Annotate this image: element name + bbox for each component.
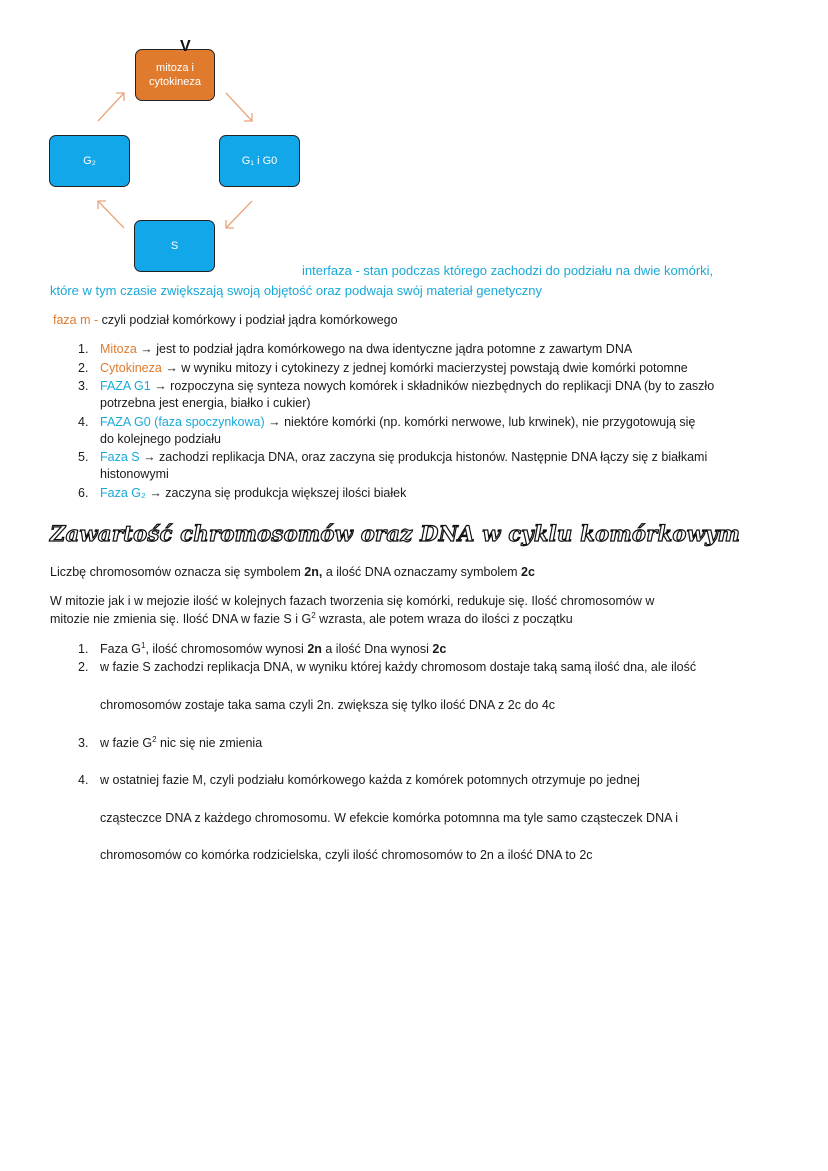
mitosis-paragraph-line1: W mitozie jak i w mejozie ilość w kolejnych fazach tworzenia się komórki, redukuje się. Ilość chromosomów w (50, 594, 655, 608)
list-item (50, 485, 790, 502)
arrow-mitosis-to-g1-icon (226, 93, 252, 121)
symbols-paragraph (50, 564, 535, 581)
phase-text: → jest to podział jądra komórkowego na dwa identyczne jądra potomne z zawartym DNA (136, 342, 633, 356)
phase-text: → zaczyna się produkcja większej ilości białek (145, 485, 407, 500)
mphase-term: faza m - (53, 313, 99, 327)
list-item (50, 341, 790, 358)
list-number: 4. (78, 414, 89, 429)
text: mitozie nie zmienia się. Ilość DNA w fazie S i G (50, 612, 312, 626)
phase-term: Faza G₂ (100, 485, 146, 500)
mphase-line (53, 312, 398, 329)
section-heading: Zawartość chromosomów oraz DNA w cyklu komórkowym (50, 521, 741, 546)
phase-term: FAZA G0 (faza spoczynkowa) (100, 414, 265, 429)
content-item-2-line2: chromosomów zostaje taka sama czyli 2n. zwiększa się tylko ilość DNA z 2c do 4c (100, 698, 556, 712)
mphase-text: czyli podział komórkowy i podział jądra komórkowego (98, 313, 398, 327)
text: Liczbę chromosomów oznacza się symbolem (50, 565, 305, 579)
mitosis-paragraph-line2 (50, 611, 573, 628)
list-number: 3. (78, 379, 89, 393)
text: Faza G (100, 642, 141, 656)
list-number: 1. (78, 642, 89, 656)
phase-text-continued: potrzebna jest energia, białko i cukier) (100, 396, 311, 410)
content-item-1-text (100, 641, 446, 658)
text: wzrasta, ale potem wraza do ilości z początku (315, 612, 573, 626)
arrow-g1-to-s-icon (226, 201, 252, 228)
text: w fazie G (100, 736, 153, 750)
arrow-g2-to-mitosis-icon (98, 93, 124, 121)
phase-text: → zachodzi replikacja DNA, oraz zaczyna się produkcja histonów. Następnie DNA łączy się z białkami (139, 450, 708, 464)
list-item (50, 360, 790, 377)
phase-term: FAZA G1 (100, 379, 151, 393)
symbol-2c: 2c (432, 642, 447, 656)
cycle-arrows (0, 0, 300, 300)
list-number: 5. (78, 450, 89, 464)
phase-text: → niektóre komórki (np. komórki nerwowe, lub krwinek), nie przygotowują się (264, 414, 696, 429)
superscript: 1 (141, 640, 146, 650)
text: a ilość Dna wynosi (321, 642, 433, 656)
list-item (50, 378, 790, 412)
list-item (50, 449, 790, 483)
content-item-4-line1: w ostatniej fazie M, czyli podziału komórkowego każda z komórek potomnych otrzymuje po jednej (100, 773, 640, 787)
phase-term: Cytokineza (100, 360, 162, 375)
phase-term: Faza S (100, 450, 140, 464)
list-item (50, 414, 790, 448)
superscript: 2 (152, 734, 157, 744)
phase-text-continued: histonowymi (100, 467, 169, 481)
symbol-2n: 2n (307, 642, 322, 656)
arrow-s-to-g2-icon (98, 201, 124, 228)
phase-list (50, 341, 790, 502)
symbol-2n: 2n, (304, 565, 323, 579)
list-number: 1. (78, 342, 89, 356)
cycle-box-g2-label: G₂ (83, 155, 96, 167)
phase-text: → rozpoczyna się synteza nowych komórek i składników niezbędnych do replikacji DNA (by to zaszło (150, 379, 715, 393)
cycle-mark: V (180, 38, 191, 55)
list-number: 2. (78, 660, 89, 674)
phase-text-continued: do kolejnego podziału (100, 431, 221, 446)
phase-text: → w wyniku mitozy i cytokinezy z jednej komórki macierzystej powstają dwie komórki potomne (161, 360, 688, 375)
list-number: 6. (78, 485, 89, 500)
phase-term: Mitoza (100, 342, 137, 356)
cycle-box-s-label: S (170, 240, 179, 252)
list-number: 3. (78, 736, 89, 750)
interphase-line2: które w tym czasie zwiększają swoją objętość oraz podwaja swój materiał genetyczny (50, 283, 543, 298)
text: nic się nie zmienia (156, 736, 263, 750)
cycle-box-mitosis-label: mitoza i cytokineza (149, 62, 201, 88)
cycle-box-g1-g0-label: G₁ i G0 (241, 155, 278, 167)
superscript: 2 (311, 610, 316, 620)
symbol-2c: 2c (521, 565, 535, 579)
list-number: 4. (78, 773, 89, 787)
text: a ilość DNA oznaczamy symbolem (322, 565, 522, 579)
content-item-4-line2: cząsteczce DNA z każdego chromosomu. W efekcie komórka potomnna ma tyle samo cząsteczek DNA i (100, 811, 679, 825)
text: , ilość chromosomów wynosi (145, 642, 308, 656)
content-item-4-line3: chromosomów co komórka rodzicielska, czyli ilość chromosomów to 2n a ilość DNA to 2c (100, 848, 593, 862)
content-item-3-text (100, 735, 262, 752)
content-item-2-line1: w fazie S zachodzi replikacja DNA, w wyniku której każdy chromosom dostaje taką samą ilość dna, ale ilość (100, 660, 697, 674)
list-number: 2. (78, 360, 89, 375)
interphase-line1: interfaza - stan podczas którego zachodzi do podziału na dwie komórki, (302, 263, 714, 278)
